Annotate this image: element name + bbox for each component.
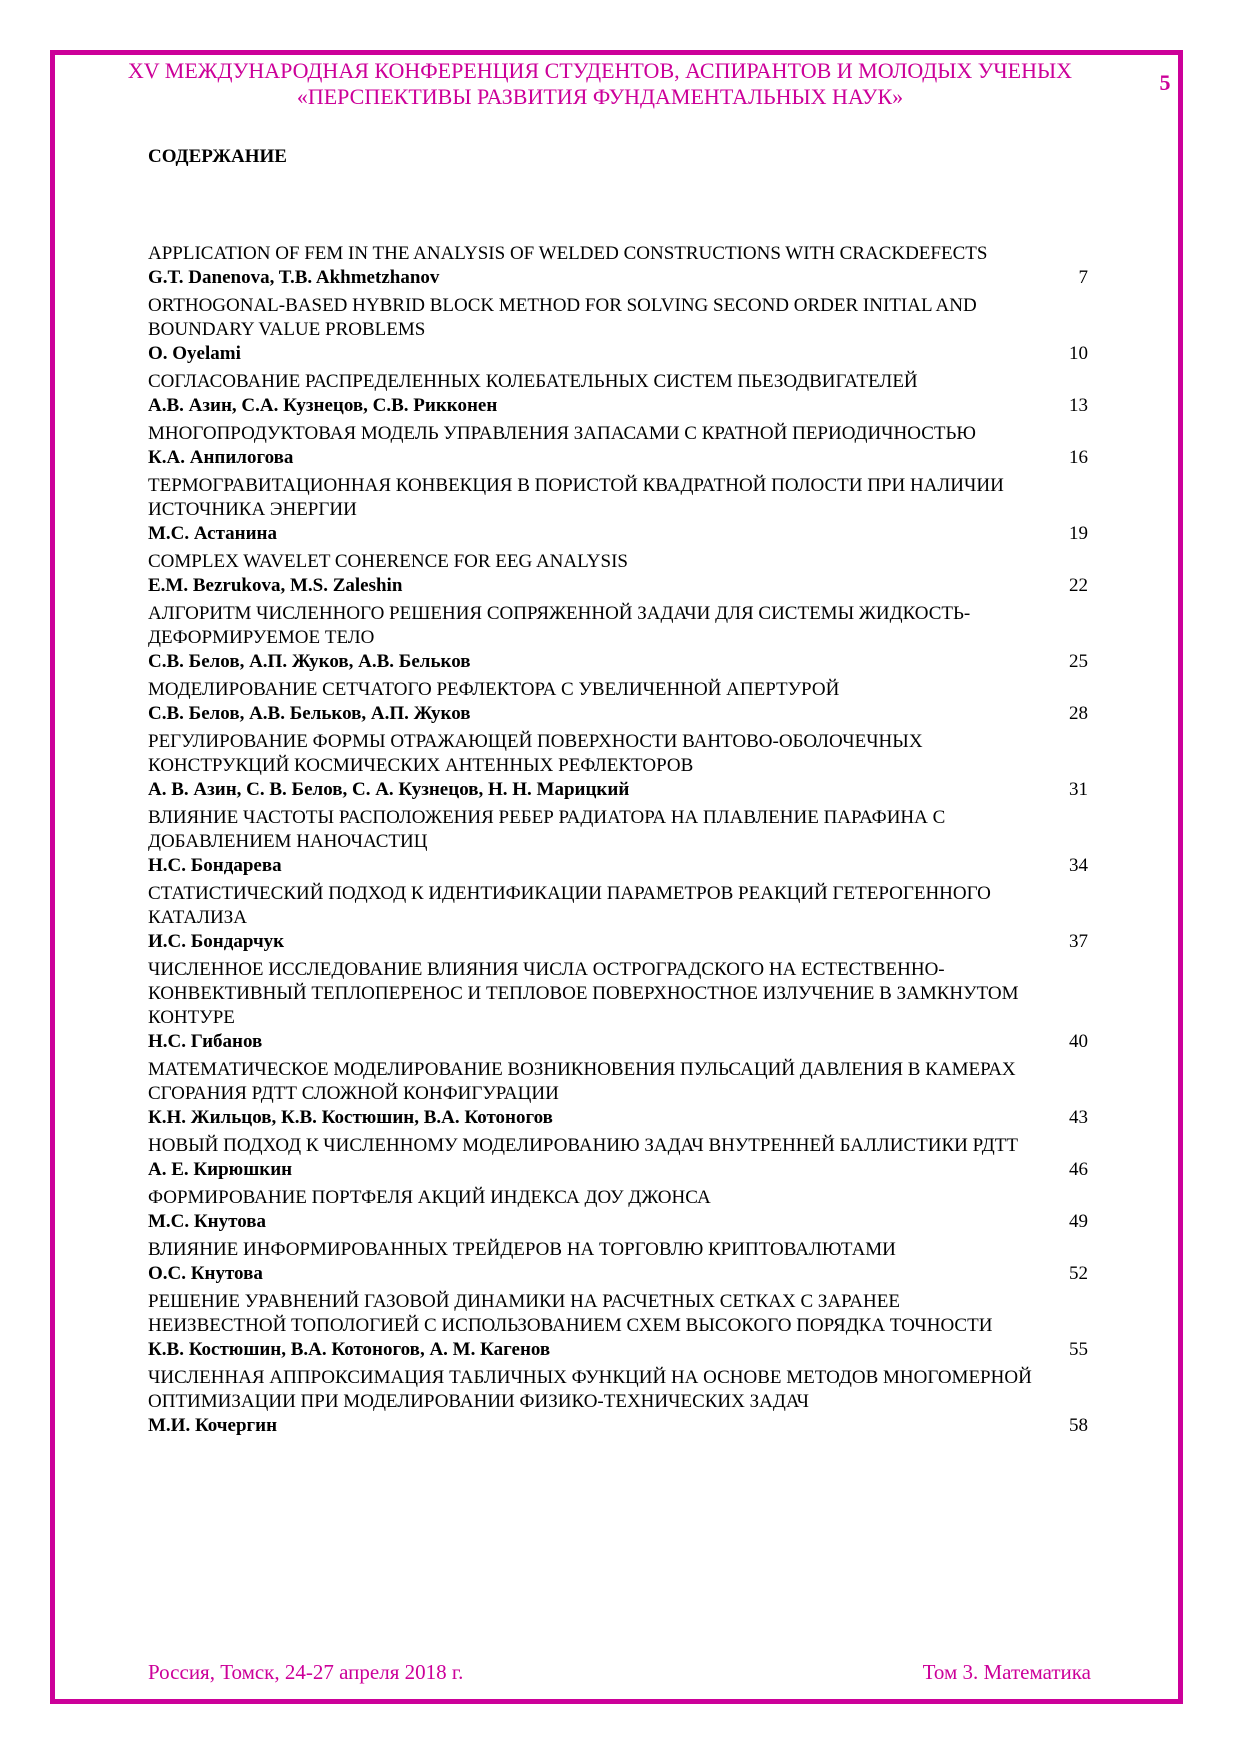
toc-entry-page: 49 — [1069, 1211, 1088, 1232]
footer-volume: Том 3. Математика — [922, 1660, 1091, 1684]
toc-entry-page: 58 — [1069, 1415, 1088, 1436]
toc-entry-authors: М.С. Кнутова — [148, 1211, 266, 1232]
toc-entry-title: ЧИСЛЕННОЕ ИССЛЕДОВАНИЕ ВЛИЯНИЯ ЧИСЛА ОСТРОГРАДСКОГО НА ЕСТЕСТВЕННО-КОНВЕКТИВНЫЙ ТЕПЛОПЕРЕНОС И ТЕПЛОВОЕ ПОВЕРХНОСТНОЕ ИЗЛУЧЕНИЕ В ЗАМКНУТОМ КОНТУРЕ — [148, 959, 1019, 1028]
toc-entry-authors: О.С. Кнутова — [148, 1263, 263, 1284]
toc-entry-title: ТЕРМОГРАВИТАЦИОННАЯ КОНВЕКЦИЯ В ПОРИСТОЙ КВАДРАТНОЙ ПОЛОСТИ ПРИ НАЛИЧИИ ИСТОЧНИКА ЭНЕРГИИ — [148, 475, 1004, 520]
toc-entry-page: 37 — [1069, 931, 1088, 952]
toc-entry-page: 10 — [1069, 343, 1088, 364]
toc-entry[interactable] — [148, 1134, 1088, 1182]
conference-header — [80, 58, 1120, 110]
toc-entry[interactable] — [148, 1290, 1088, 1362]
toc-entry[interactable] — [148, 958, 1088, 1054]
toc-entry[interactable] — [148, 370, 1088, 418]
toc-entry[interactable] — [148, 1238, 1088, 1286]
toc-entry-title: МАТЕМАТИЧЕСКОЕ МОДЕЛИРОВАНИЕ ВОЗНИКНОВЕНИЯ ПУЛЬСАЦИЙ ДАВЛЕНИЯ В КАМЕРАХ СГОРАНИЯ РДТТ СЛОЖНОЙ КОНФИГУРАЦИИ — [148, 1059, 1016, 1104]
toc-entry[interactable] — [148, 678, 1088, 726]
toc-entry[interactable] — [148, 550, 1088, 598]
toc-entry[interactable] — [148, 422, 1088, 470]
toc-entry-title: ФОРМИРОВАНИЕ ПОРТФЕЛЯ АКЦИЙ ИНДЕКСА ДОУ ДЖОНСА — [148, 1187, 711, 1208]
toc-entry-authors: М.И. Кочергин — [148, 1415, 278, 1436]
toc-entry[interactable] — [148, 1366, 1088, 1438]
toc-entry-authors: К.А. Анпилогова — [148, 447, 294, 468]
toc-entry-title: APPLICATION OF FEM IN THE ANALYSIS OF WELDED CONSTRUCTIONS WITH CRACKDEFECTS — [148, 243, 988, 264]
toc-entry-authors: E.M. Bezrukova, M.S. Zaleshin — [148, 575, 403, 596]
toc-entry-authors: С.В. Белов, А.В. Бельков, А.П. Жуков — [148, 703, 471, 724]
toc-entry[interactable] — [148, 1058, 1088, 1130]
toc-entry[interactable] — [148, 474, 1088, 546]
toc-entry-authors: И.С. Бондарчук — [148, 931, 285, 952]
toc-entry-page: 52 — [1069, 1263, 1088, 1284]
toc-entry-title: АЛГОРИТМ ЧИСЛЕННОГО РЕШЕНИЯ СОПРЯЖЕННОЙ ЗАДАЧИ ДЛЯ СИСТЕМЫ ЖИДКОСТЬ-ДЕФОРМИРУЕМОЕ ТЕЛО — [148, 603, 971, 648]
toc-entry-title: ЧИСЛЕННАЯ АППРОКСИМАЦИЯ ТАБЛИЧНЫХ ФУНКЦИЙ НА ОСНОВЕ МЕТОДОВ МНОГОМЕРНОЙ ОПТИМИЗАЦИИ ПРИ МОДЕЛИРОВАНИИ ФИЗИКО-ТЕХНИЧЕСКИХ ЗАДАЧ — [148, 1367, 1032, 1412]
toc-entry-title: РЕШЕНИЕ УРАВНЕНИЙ ГАЗОВОЙ ДИНАМИКИ НА РАСЧЕТНЫХ СЕТКАХ С ЗАРАНЕЕ НЕИЗВЕСТНОЙ ТОПОЛОГИЕЙ С ИСПОЛЬЗОВАНИЕМ СХЕМ ВЫСОКОГО ПОРЯДКА ТОЧНОСТИ — [148, 1291, 993, 1336]
toc-entry-authors: К.Н. Жильцов, К.В. Костюшин, В.А. Котоногов — [148, 1107, 553, 1128]
toc-entry-page: 43 — [1069, 1107, 1088, 1128]
toc-entry-authors: Н.С. Гибанов — [148, 1031, 263, 1052]
toc-entry-title: ВЛИЯНИЕ ЧАСТОТЫ РАСПОЛОЖЕНИЯ РЕБЕР РАДИАТОРА НА ПЛАВЛЕНИЕ ПАРАФИНА С ДОБАВЛЕНИЕМ НАНОЧАСТИЦ — [148, 807, 946, 852]
toc-entry[interactable] — [148, 602, 1088, 674]
toc-entry-page: 25 — [1069, 651, 1088, 672]
toc-entry-title: СОГЛАСОВАНИЕ РАСПРЕДЕЛЕННЫХ КОЛЕБАТЕЛЬНЫХ СИСТЕМ ПЬЕЗОДВИГАТЕЛЕЙ — [148, 371, 918, 392]
toc-entry-title: РЕГУЛИРОВАНИЕ ФОРМЫ ОТРАЖАЮЩЕЙ ПОВЕРХНОСТИ ВАНТОВО-ОБОЛОЧЕЧНЫХ КОНСТРУКЦИЙ КОСМИЧЕСКИХ АНТЕННЫХ РЕФЛЕКТОРОВ — [148, 731, 923, 776]
toc-entry-page: 7 — [1078, 267, 1088, 288]
toc-entry[interactable] — [148, 242, 1088, 290]
toc-entry-title: СТАТИСТИЧЕСКИЙ ПОДХОД К ИДЕНТИФИКАЦИИ ПАРАМЕТРОВ РЕАКЦИЙ ГЕТЕРОГЕННОГО КАТАЛИЗА — [148, 883, 991, 928]
header-line-1: XV МЕЖДУНАРОДНАЯ КОНФЕРЕНЦИЯ СТУДЕНТОВ, АСПИРАНТОВ И МОЛОДЫХ УЧЕНЫХ — [127, 58, 1073, 83]
toc-entry[interactable] — [148, 730, 1088, 802]
toc-entry-page: 46 — [1069, 1159, 1088, 1180]
toc-entry-page: 13 — [1069, 395, 1088, 416]
toc-entry-authors: А. В. Азин, С. В. Белов, С. А. Кузнецов, Н. Н. Марицкий — [148, 779, 630, 800]
toc-entry-authors: К.В. Костюшин, В.А. Котоногов, А. М. Кагенов — [148, 1339, 551, 1360]
toc-entry[interactable] — [148, 294, 1088, 366]
toc-entry-page: 34 — [1069, 855, 1088, 876]
toc-entry[interactable] — [148, 806, 1088, 878]
table-of-contents — [148, 242, 1088, 1442]
toc-entry-title: МОДЕЛИРОВАНИЕ СЕТЧАТОГО РЕФЛЕКТОРА С УВЕЛИЧЕННОЙ АПЕРТУРОЙ — [148, 679, 840, 700]
toc-entry-authors: O. Oyelami — [148, 343, 241, 364]
toc-entry-title: ORTHOGONAL-BASED HYBRID BLOCK METHOD FOR SOLVING SECOND ORDER INITIAL AND BOUNDARY VALUE PROBLEMS — [148, 295, 977, 340]
toc-entry-title: НОВЫЙ ПОДХОД К ЧИСЛЕННОМУ МОДЕЛИРОВАНИЮ ЗАДАЧ ВНУТРЕННЕЙ БАЛЛИСТИКИ РДТТ — [148, 1135, 1018, 1156]
toc-entry-authors: G.T. Danenova, T.B. Akhmetzhanov — [148, 267, 440, 288]
footer-location-date: Россия, Томск, 24-27 апреля 2018 г. — [148, 1660, 464, 1684]
toc-entry-page: 31 — [1069, 779, 1088, 800]
toc-entry-page: 28 — [1069, 703, 1088, 724]
toc-entry[interactable] — [148, 1186, 1088, 1234]
toc-entry-page: 19 — [1069, 523, 1088, 544]
toc-entry-page: 16 — [1069, 447, 1088, 468]
toc-entry-authors: А. Е. Кирюшкин — [148, 1159, 293, 1180]
page-number: 5 — [1159, 70, 1171, 95]
header-line-2: «ПЕРСПЕКТИВЫ РАЗВИТИЯ ФУНДАМЕНТАЛЬНЫХ НАУК» — [296, 84, 904, 109]
toc-entry-page: 55 — [1069, 1339, 1088, 1360]
toc-entry-title: МНОГОПРОДУКТОВАЯ МОДЕЛЬ УПРАВЛЕНИЯ ЗАПАСАМИ С КРАТНОЙ ПЕРИОДИЧНОСТЬЮ — [148, 423, 976, 444]
toc-heading: СОДЕРЖАНИЕ — [148, 146, 287, 167]
toc-entry-page: 22 — [1069, 575, 1088, 596]
toc-entry-authors: Н.С. Бондарева — [148, 855, 282, 876]
toc-entry-authors: А.В. Азин, С.А. Кузнецов, С.В. Рикконен — [148, 395, 498, 416]
toc-entry-title: ВЛИЯНИЕ ИНФОРМИРОВАННЫХ ТРЕЙДЕРОВ НА ТОРГОВЛЮ КРИПТОВАЛЮТАМИ — [148, 1239, 896, 1260]
toc-entry-page: 40 — [1069, 1031, 1088, 1052]
toc-entry[interactable] — [148, 882, 1088, 954]
toc-entry-title: COMPLEX WAVELET COHERENCE FOR EEG ANALYSIS — [148, 551, 628, 572]
toc-entry-authors: М.С. Астанина — [148, 523, 277, 544]
toc-entry-authors: С.В. Белов, А.П. Жуков, А.В. Бельков — [148, 651, 471, 672]
